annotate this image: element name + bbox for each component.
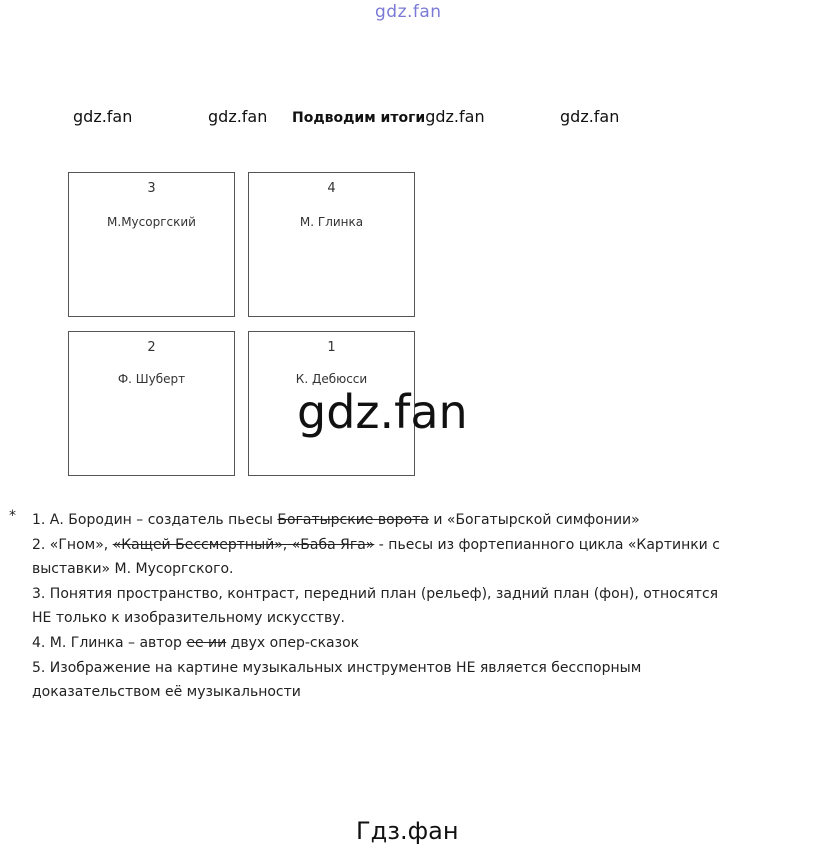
item-text: 5. Изображение на картине музыкальных инструментов НЕ является бесспорным	[32, 659, 642, 676]
box-number: 4	[327, 181, 336, 196]
box-number: 2	[147, 340, 156, 355]
box-number: 3	[147, 181, 156, 196]
item-text: двух опер-сказок	[226, 634, 360, 651]
item-text: 1. А. Бородин – создатель пьесы	[32, 512, 278, 528]
watermark-row-2: gdz.fan	[208, 107, 268, 126]
item-text: 2. «Гном»,	[32, 536, 113, 553]
list-item-continuation	[32, 557, 720, 582]
box-composer: М. Глинка	[299, 215, 364, 229]
list-item-continuation	[32, 606, 720, 631]
item-text: НЕ только к изобразительному искусству.	[32, 610, 345, 627]
list-item	[32, 631, 720, 656]
box-composer: М.Мусоргский	[107, 215, 196, 229]
list-bullet: *	[9, 508, 16, 524]
list-item	[32, 582, 720, 607]
item-text: доказательством её музыкальности	[32, 684, 301, 701]
page-heading	[292, 107, 485, 126]
struck-text: Богатырские ворота	[277, 512, 429, 528]
struck-text: ее ии	[186, 634, 227, 651]
item-text: 3. Понятия пространство, контраст, передний план (рельеф), задний план (фон), относятся	[32, 585, 719, 602]
heading-text: Подводим итоги	[292, 110, 426, 126]
watermark-footer: Гдз.фан	[356, 817, 459, 845]
list-item	[32, 533, 720, 558]
struck-text: «Кащей Бессмертный», «Баба Яга»	[112, 536, 375, 553]
watermark-center: gdz.fan	[297, 385, 468, 439]
list-item	[32, 508, 720, 533]
watermark-row-1: gdz.fan	[73, 107, 133, 126]
box-number: 1	[327, 340, 336, 355]
answer-box-2	[248, 172, 415, 317]
item-text: - пьесы из фортепианного цикла «Картинки с	[374, 536, 720, 553]
watermark-row-4: gdz.fan	[560, 107, 620, 126]
statements-list	[32, 508, 720, 705]
item-text: и «Богатырской симфонии»	[428, 512, 640, 528]
list-item-continuation	[32, 680, 720, 705]
box-composer: К. Дебюсси	[295, 372, 368, 386]
watermark-top: gdz.fan	[375, 2, 442, 22]
list-item	[32, 656, 720, 681]
item-text: 4. М. Глинка – автор	[32, 634, 187, 651]
answer-box-1	[68, 172, 235, 317]
answer-box-3	[68, 331, 235, 476]
box-composer: Ф. Шуберт	[117, 372, 186, 386]
watermark-row-3: gdz.fan	[425, 107, 485, 126]
item-text: выставки» М. Мусоргского.	[32, 561, 234, 578]
